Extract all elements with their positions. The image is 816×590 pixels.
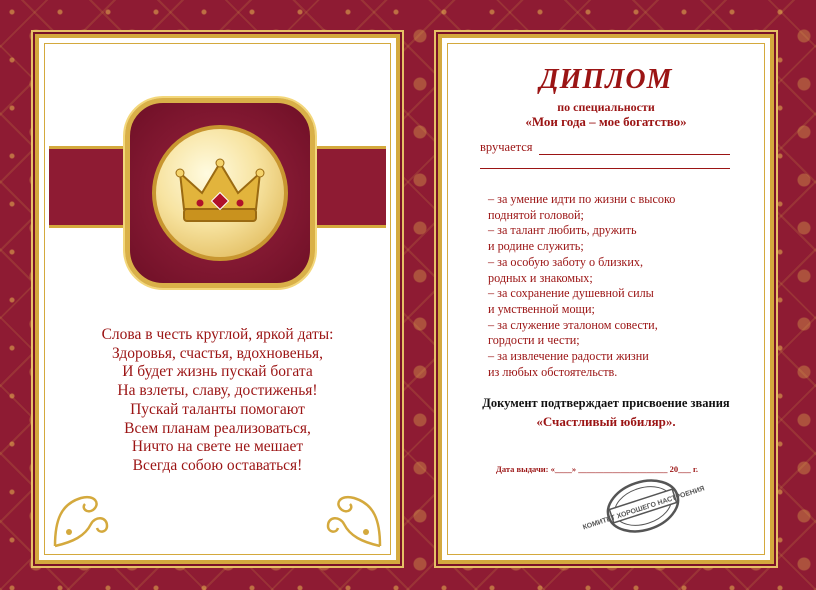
recipient-name-line[interactable] xyxy=(539,143,730,155)
stamp-text: КОМИТЕТ ХОРОШЕГО НАСТРОЕНИЯ xyxy=(582,485,706,532)
reason-line: – за служение эталоном совести, xyxy=(488,317,658,332)
reason-line: родных и знакомых; xyxy=(488,270,593,285)
crown-icon xyxy=(174,147,266,239)
poem-line: Слова в честь круглой, яркой даты: xyxy=(101,326,334,343)
reason-line: – за извлечение радости жизни xyxy=(488,349,649,364)
poem-line: И будет жизнь пускай богата xyxy=(122,363,313,381)
awarded-label: вручается xyxy=(480,140,533,154)
poem-line: Пускай таланты помогают xyxy=(130,400,305,418)
reason-line: – за умение идти по жизни с высоко xyxy=(488,192,676,206)
poem-block xyxy=(59,326,376,476)
reason-line: поднятой головой; xyxy=(488,207,584,222)
diploma-title: ДИПЛОМ xyxy=(539,64,673,95)
reason-line: и умственной мощи; xyxy=(488,301,595,316)
poem-line: На взлеты, славу, достиженья! xyxy=(117,382,318,400)
reason-line: из любых обстоятельств. xyxy=(488,364,618,379)
left-card-panel xyxy=(35,34,400,564)
reason-line: – за талант любить, дружить xyxy=(488,223,637,238)
recipient-name-line-2[interactable] xyxy=(480,168,730,169)
diploma-subtitle: по специальности xyxy=(557,100,655,114)
awarded-row xyxy=(480,140,730,155)
diploma-specialty: «Мои года – мое богатство» xyxy=(525,114,687,129)
gold-medallion xyxy=(152,125,288,261)
reason-line: гордости и чести; xyxy=(488,333,580,348)
flourish-ornament-left xyxy=(51,480,121,550)
stamp-seal xyxy=(582,476,706,536)
diploma-panel xyxy=(438,34,774,564)
poem-line: Всем планам реализоваться, xyxy=(124,419,311,437)
reasons-list xyxy=(488,192,750,380)
poem-line: Всегда собою оставаться! xyxy=(132,456,303,474)
reason-line: – за сохранение душевной силы xyxy=(488,286,654,301)
crown-badge xyxy=(125,98,315,288)
reason-line: и родине служить; xyxy=(488,239,584,254)
poem-line: Здоровья, счастья, вдохновенья, xyxy=(111,344,324,362)
rank-title: «Счастливый юбиляр». xyxy=(536,414,676,429)
issue-date-row: Дата выдачи: «____» _____________________ 20___ г. xyxy=(496,464,699,474)
poem-line: Ничто на свете не мешает xyxy=(131,438,304,456)
confirm-text: Документ подтверждает присвоение звания xyxy=(482,396,730,410)
reason-line: – за особую заботу о близких, xyxy=(488,254,643,269)
flourish-ornament-right xyxy=(314,480,384,550)
